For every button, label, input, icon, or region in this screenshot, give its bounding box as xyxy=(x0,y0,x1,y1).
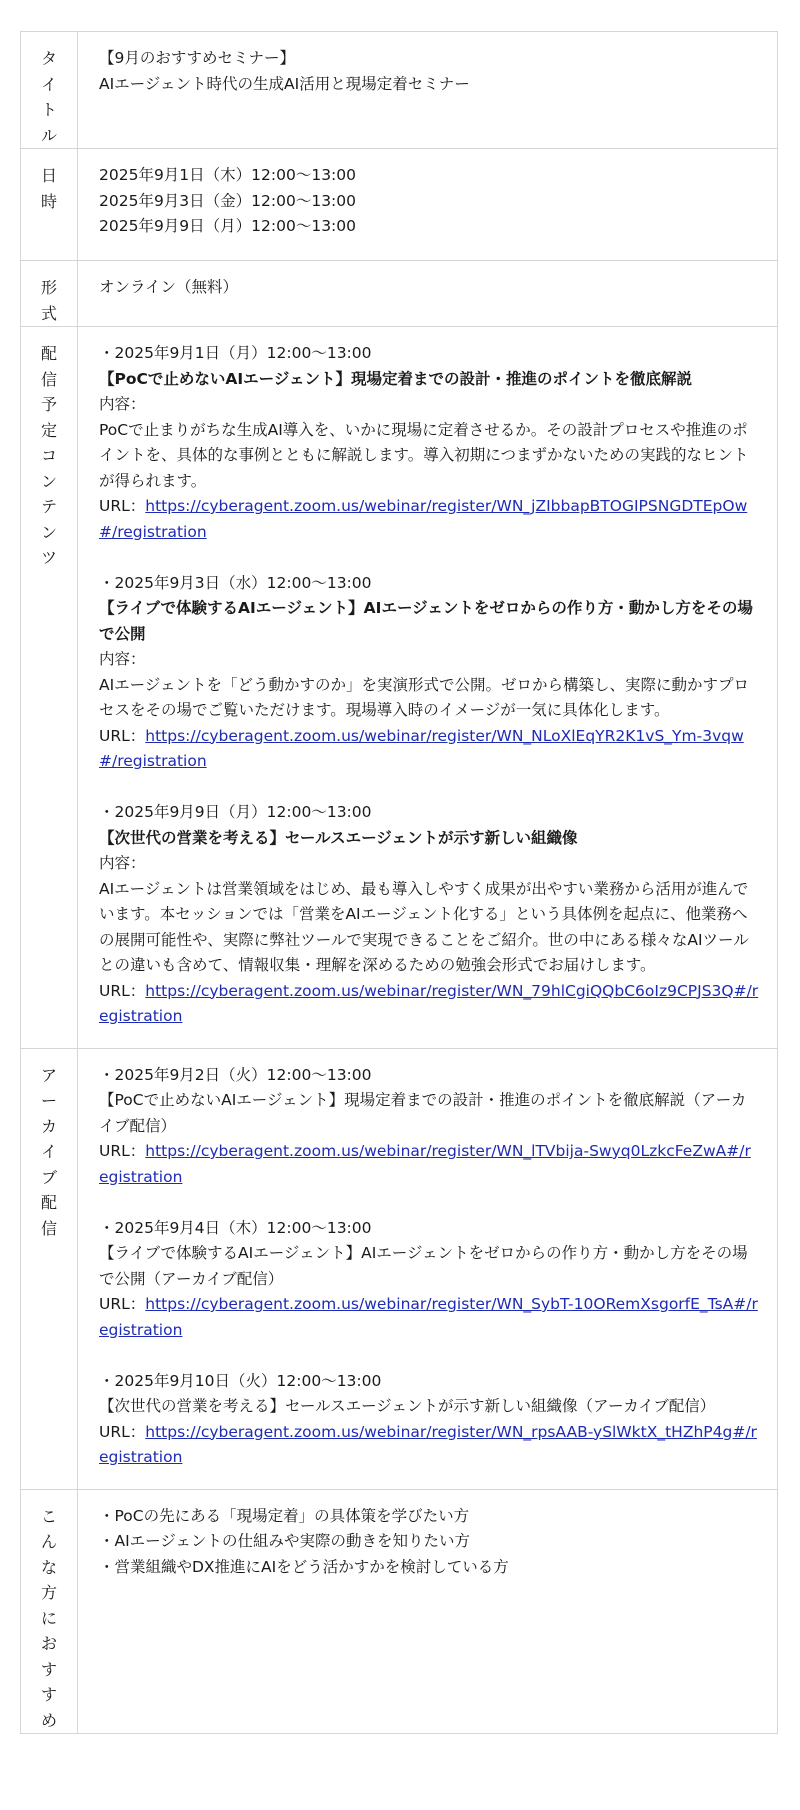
url-label: URL： xyxy=(99,1422,146,1441)
archive-url-line xyxy=(99,1292,759,1343)
url-label: URL： xyxy=(99,726,146,745)
session-content-label: 内容： xyxy=(99,854,146,872)
datetime-line: 2025年9月9日（月）12:00〜13:00 xyxy=(99,217,357,235)
row-label-title xyxy=(21,32,78,149)
archive-link[interactable]: https://cyberagent.zoom.us/webinar/register/WN_SybT-10ORemXsgorfE_TsA#/registration xyxy=(99,1295,758,1339)
row-label-datetime xyxy=(21,149,78,261)
row-label-char: ン xyxy=(40,471,57,491)
row-label-char: す xyxy=(40,1659,57,1679)
archive-link[interactable]: https://cyberagent.zoom.us/webinar/register/WN_rpsAAB-ySlWktX_tHZhP4g#/registration xyxy=(99,1422,757,1466)
seminar-info-table xyxy=(20,31,778,1734)
session-description: PoCで止まりがちな生成AI導入を、いかに現場に定着させるか。その設計プロセスや推進のポイントを、具体的な事例とともに解説します。導入初期につまずかないための実践的なヒントが得られます。 xyxy=(99,420,749,490)
archive-url-line xyxy=(99,1420,759,1471)
row-label-audience xyxy=(21,1489,78,1734)
row-label-char: め xyxy=(40,1710,57,1730)
row-content-contents xyxy=(78,327,778,1049)
datetime-line: 2025年9月3日（金）12:00〜13:00 xyxy=(99,191,357,210)
row-label-char: ん xyxy=(40,1532,57,1551)
row-label-char: 定 xyxy=(40,420,57,440)
url-label: URL： xyxy=(99,1295,146,1313)
row-label-char: ー xyxy=(40,1091,57,1110)
row-label-format xyxy=(21,261,78,327)
title-line: AIエージェント時代の生成AI活用と現場定着セミナー xyxy=(99,74,470,93)
row-label-char: 方 xyxy=(40,1583,57,1602)
row-label-contents xyxy=(21,327,78,1049)
row-label-char: 信 xyxy=(40,1218,57,1238)
row-label-char: ン xyxy=(40,522,57,542)
row-label-char: 信 xyxy=(40,369,57,389)
row-content-format xyxy=(78,261,778,327)
archive-title: 【ライブで体験するAIエージェント】AIエージェントをゼロからの作り方・動かし方をその場で公開（アーカイブ配信） xyxy=(99,1244,748,1288)
row-label-char: イ xyxy=(40,1142,57,1161)
spacer xyxy=(99,1343,759,1369)
row-archive xyxy=(21,1048,778,1489)
session-content-label: 内容： xyxy=(99,650,146,668)
row-label-char: タ xyxy=(40,49,57,68)
row-label-archive xyxy=(21,1048,78,1489)
session-block xyxy=(99,571,759,775)
row-label-char: ツ xyxy=(40,548,57,567)
row-content-archive xyxy=(78,1048,778,1489)
row-content-audience xyxy=(78,1489,778,1734)
registration-link[interactable]: https://cyberagent.zoom.us/webinar/register/WN_79hlCgiQQbC6oIz9CPJS3Q#/registration xyxy=(99,981,759,1025)
row-title xyxy=(21,32,778,149)
archive-block xyxy=(99,1369,759,1471)
format-line: オンライン（無料） xyxy=(99,278,239,296)
row-label-char: お xyxy=(40,1634,57,1653)
archive-title: 【PoCで止めないAIエージェント】現場定着までの設計・推進のポイントを徹底解説（アーカイブ配信） xyxy=(99,1091,747,1135)
row-label-char: す xyxy=(40,1685,57,1704)
row-label-char: ト xyxy=(40,100,57,119)
session-block xyxy=(99,341,759,545)
session-content-label: 内容： xyxy=(99,395,146,413)
archive-date: ・2025年9月2日（火）12:00〜13:00 xyxy=(99,1065,372,1084)
session-date: ・2025年9月3日（水）12:00〜13:00 xyxy=(99,573,372,592)
audience-line: ・AIエージェントの仕組みや実際の動きを知りたい方 xyxy=(99,1532,471,1550)
session-date: ・2025年9月1日（月）12:00〜13:00 xyxy=(99,344,372,362)
session-url-line xyxy=(99,724,759,775)
row-label-char: イ xyxy=(40,74,57,94)
archive-link[interactable]: https://cyberagent.zoom.us/webinar/register/WN_lTVbija-Swyq0LzkcFeZwA#/registration xyxy=(99,1142,751,1186)
archive-date: ・2025年9月10日（火）12:00〜13:00 xyxy=(99,1371,382,1390)
row-content-title xyxy=(78,32,778,149)
registration-link[interactable]: https://cyberagent.zoom.us/webinar/register/WN_NLoXlEqYR2K1vS_Ym-3vqw#/registration xyxy=(99,726,744,770)
url-label: URL： xyxy=(99,981,146,1000)
session-date: ・2025年9月9日（月）12:00〜13:00 xyxy=(99,803,372,821)
row-label-char: テ xyxy=(40,497,57,516)
row-label-char: カ xyxy=(40,1116,57,1136)
archive-title: 【次世代の営業を考える】セールスエージェントが示す新しい組織像（アーカイブ配信） xyxy=(99,1397,716,1415)
audience-line: ・PoCの先にある「現場定着」の具体策を学びたい方 xyxy=(99,1506,470,1525)
row-label-char: ブ xyxy=(40,1167,57,1187)
session-description: AIエージェントは営業領域をはじめ、最も導入しやすく成果が出やすい業務から活用が進んでいます。本セッションでは「営業をAIエージェント化する」という具体例を起点に、他業務への展開可能性や、実際に弊社ツールで実現できることをご紹介。世の中にある様々なAIツールとの違いも含めて、情報収集・理解を深めるための勉強会形式でお届けします。 xyxy=(99,879,749,974)
archive-date: ・2025年9月4日（木）12:00〜13:00 xyxy=(99,1218,372,1237)
spacer xyxy=(99,775,759,801)
row-label-char: 予 xyxy=(40,395,57,414)
row-audience xyxy=(21,1489,778,1734)
row-label-char: コ xyxy=(40,446,57,465)
row-content-datetime xyxy=(78,149,778,261)
archive-url-line xyxy=(99,1139,759,1190)
spacer xyxy=(99,545,759,571)
archive-block xyxy=(99,1216,759,1344)
title-line: 【9月のおすすめセミナー】 xyxy=(99,49,296,67)
row-label-char: ア xyxy=(40,1065,57,1085)
row-contents xyxy=(21,327,778,1049)
row-label-char: に xyxy=(40,1608,57,1628)
url-label: URL： xyxy=(99,1142,146,1160)
session-block xyxy=(99,800,759,1030)
row-format xyxy=(21,261,778,327)
row-label-char: 式 xyxy=(40,303,57,323)
session-description: AIエージェントを「どう動かすのか」を実演形式で公開。ゼロから構築し、実際に動かすプロセスをその場でご覧いただけます。現場導入時のイメージが一気に具体化します。 xyxy=(99,675,750,719)
row-label-char: こ xyxy=(40,1506,57,1526)
registration-link[interactable]: https://cyberagent.zoom.us/webinar/register/WN_jZIbbapBTOGIPSNGDTEpOw#/registration xyxy=(99,497,748,541)
datetime-line: 2025年9月1日（木）12:00〜13:00 xyxy=(99,166,357,184)
session-title: 【ライブで体験するAIエージェント】AIエージェントをゼロからの作り方・動かし方をその場で公開 xyxy=(99,599,753,643)
session-url-line xyxy=(99,979,759,1030)
session-url-line xyxy=(99,494,759,545)
row-datetime xyxy=(21,149,778,261)
row-label-char: な xyxy=(40,1557,57,1577)
row-label-char: 配 xyxy=(40,344,57,363)
row-label-char: ル xyxy=(40,125,57,145)
session-title: 【次世代の営業を考える】セールスエージェントが示す新しい組織像 xyxy=(99,828,578,847)
url-label: URL： xyxy=(99,497,146,515)
row-label-char: 形 xyxy=(40,278,57,297)
session-title: 【PoCで止めないAIエージェント】現場定着までの設計・推進のポイントを徹底解説 xyxy=(99,369,693,388)
audience-line: ・営業組織やDX推進にAIをどう活かすかを検討している方 xyxy=(99,1557,509,1576)
spacer xyxy=(99,1190,759,1216)
archive-block xyxy=(99,1063,759,1191)
row-label-char: 時 xyxy=(40,191,57,211)
row-label-char: 配 xyxy=(40,1193,57,1212)
row-label-char: 日 xyxy=(40,166,57,185)
